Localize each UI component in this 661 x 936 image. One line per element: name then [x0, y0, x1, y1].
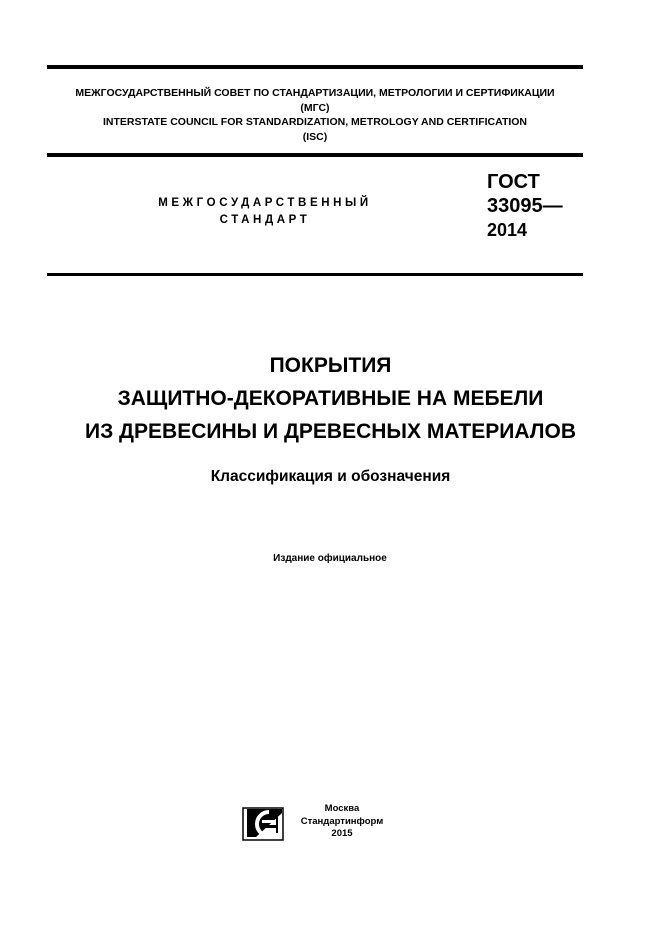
edition-label: Издание официальное [273, 553, 387, 564]
council-abbr-en: (ISC) [302, 130, 328, 143]
standartinform-logo-icon [242, 807, 284, 841]
title-line2: ЗАЩИТНО-ДЕКОРАТИВНЫЕ НА МЕБЕЛИ [117, 387, 544, 410]
standard-kind-line2: СТАНДАРТ [219, 214, 311, 226]
gost-designation [487, 170, 563, 242]
standard-kind-line1: МЕЖГОСУДАРСТВЕННЫЙ [158, 197, 372, 209]
title-line1: ПОКРЫТИЯ [269, 354, 392, 377]
council-header [47, 86, 583, 144]
middle-rule [47, 153, 583, 157]
publisher-city: Москва [324, 803, 360, 814]
gost-label: ГОСТ [487, 171, 540, 193]
publisher-name: Стандартинформ [300, 815, 384, 827]
council-name-ru: МЕЖГОСУДАРСТВЕННЫЙ СОВЕТ ПО СТАНДАРТИЗАЦИИ, МЕТРОЛОГИИ И СЕРТИФИКАЦИИ [75, 87, 555, 99]
gost-number: 33095— [487, 195, 563, 217]
council-name-en: INTERSTATE COUNCIL FOR STANDARDIZATION, METROLOGY AND CERTIFICATION [102, 116, 528, 128]
document-subtitle: Классификация и обозначения [210, 468, 451, 485]
document-title [20, 349, 641, 448]
publisher-year: 2015 [331, 828, 353, 839]
standard-kind [100, 195, 430, 229]
top-rule [47, 65, 583, 69]
title-line3: ИЗ ДРЕВЕСИНЫ И ДРЕВЕСНЫХ МАТЕРИАЛОВ [84, 420, 577, 443]
council-abbr-ru: (МГС) [300, 101, 330, 114]
publisher-block [292, 803, 392, 841]
gost-year: 2014 [487, 220, 528, 240]
lower-rule [47, 273, 583, 276]
